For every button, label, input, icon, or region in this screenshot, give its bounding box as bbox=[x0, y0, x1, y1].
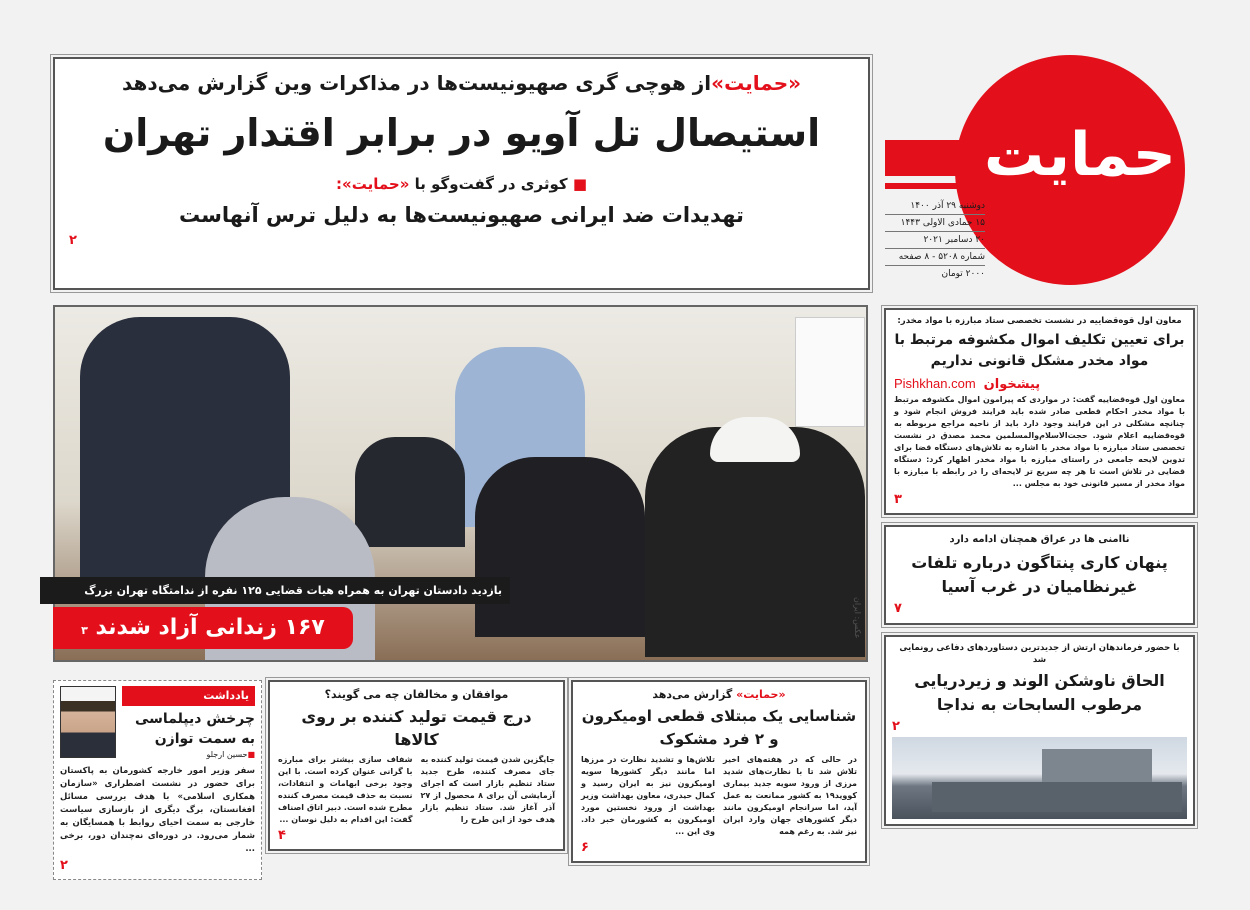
page-ref: ۴ bbox=[278, 828, 286, 843]
story-headline: برای تعیین تکلیف اموال مکشوفه مرتبط با مواد مخدر مشکل قانونی نداریم bbox=[894, 332, 1185, 369]
author-photo bbox=[60, 686, 116, 758]
price: ۲۰۰۰ تومان bbox=[941, 269, 985, 279]
masthead-logo: حمایت bbox=[885, 45, 1205, 285]
story-headline: شناسایی یک مبتلای قطعی اومیکرون و ۲ فرد مشکوک bbox=[581, 707, 857, 748]
story-narcotics[interactable] bbox=[884, 308, 1195, 515]
lead-sub-headline: تهدیدات ضد ایرانی صهیونیست‌ها به دلیل ترس آنهاست bbox=[179, 203, 744, 227]
page-ref: ۲ bbox=[60, 858, 68, 873]
page-ref: ۳ bbox=[81, 624, 88, 637]
story-kicker: «حمایت» گزارش می‌دهد bbox=[652, 688, 786, 701]
story-navy[interactable] bbox=[884, 635, 1195, 826]
page-ref: ۲ bbox=[69, 233, 77, 248]
lead-sub-kicker: ■ کوثری در گفت‌وگو با «حمایت»: bbox=[336, 175, 587, 193]
story-col-2: تلاش‌ها و تشدید نظارت در مرزها اما مانند دیگر کشورها سویه اومیکرون نیز به ایران رسید و کمال حیدری، معاون بهداشت وزیر بهداشت از ورود نخستین مورد اومیکرون به کشورمان خبر داد. وی این ... bbox=[581, 755, 715, 836]
story-kicker: موافقان و مخالفان چه می گویند؟ bbox=[324, 688, 509, 701]
story-col-1: جایگزین شدن قیمت تولید کننده به جای مصرف کننده، طرح جدید ستاد تنظیم بازار است که اجرای آزمایشی آن برای ۸ محصول از ۲۷ آذر آغاز شد. ستاد تنظیم بازار هدف خود از این طرح را bbox=[420, 755, 555, 824]
lead-story[interactable] bbox=[53, 57, 870, 290]
editorial-author: ■حسین ارجلو bbox=[206, 750, 255, 759]
editorial-body: سفر وزیر امور خارجه کشورمان به پاکستان برای حضور در نشست اضطراری «سازمان همکاری اسلامی» با هدف بررسی مسائل افغانستان، برگ دیگری از بازسازی سیاست خارجی به سمت احیای روابط با همسایگان به شمار می‌رود. در دوره‌ای نه‌چندان دور، برخی ... bbox=[60, 766, 255, 854]
story-kicker: ناامنی ها در عراق همچنان ادامه دارد bbox=[949, 534, 1130, 545]
issue-number: شماره ۵۲۰۸ - ۸ صفحه bbox=[885, 249, 985, 266]
right-column bbox=[884, 308, 1195, 826]
watermark-url: Pishkhan.com bbox=[894, 376, 976, 391]
story-pentagon[interactable] bbox=[884, 525, 1195, 625]
editorial-headline: چرخش دیپلماسی به سمت توازن bbox=[135, 711, 255, 747]
page-ref: ۷ bbox=[894, 601, 902, 616]
photo-headline: ۱۶۷ زندانی آزاد شدند ۳ bbox=[53, 607, 353, 649]
lead-headline: استیصال تل آویو در برابر اقتدار تهران bbox=[102, 111, 821, 155]
watermark: Pishkhan.com پیشخوان bbox=[894, 376, 1041, 392]
editorial[interactable] bbox=[53, 680, 262, 880]
masthead-dateline bbox=[885, 198, 985, 282]
navy-photo bbox=[892, 737, 1187, 819]
date-shamsi: دوشنبه ۲۹ آذر ۱۴۰۰ bbox=[885, 198, 985, 215]
story-headline: پنهان کاری پنتاگون درباره تلفات غیرنظامیان در غرب آسیا bbox=[911, 553, 1168, 596]
story-kicker: معاون اول قوه‌قضاییه در نشست تخصصی ستاد مبارزه با مواد مخدر: bbox=[897, 316, 1182, 326]
lead-kicker: «حمایت»از هوچی گری صهیونیست‌ها در مذاکرات وین گزارش می‌دهد bbox=[121, 71, 802, 95]
photo-credit: عکس: ایران bbox=[853, 597, 862, 639]
story-body: معاون اول قوه‌قضاییه گفت: در مواردی که پیرامون اموال مکشوفه مرتبط با مواد مخدر احکام قطعی صادر شده باید فرایند فروش انجام شود و چنانچه مشکلی در این فرایند وجود دارد باید از ناحیه مراجع مربوطه به قوه‌قضاییه اعلام شود. حجت‌الاسلام‌والمسلمین محمد مصدق در نشست تخصصی ستاد مبارزه با مواد مخدر با اشاره به تلاش‌های دستگاه قضا برای تدوین لایحه جامعی در راستای مبارزه با مواد مخدر اظهار کرد: دستگاه قضایی در تلاش است تا هر چه سریع تر لایحه‌ای را در رابطه با مبارزه با مواد مخدر از مسیر قانونی خود به مجلس ... bbox=[894, 395, 1185, 488]
story-col-2: شفاف سازی بیشتر برای مبارزه با گرانی عنوان کرده است. با این وجود برخی ابهامات و انتقادات، نسبت به حذف قیمت مصرف کننده مطرح شده است. دبیر اتاق اصناف گفت: این اقدام به دلیل نوسان ... bbox=[278, 755, 413, 824]
story-omicron[interactable] bbox=[571, 680, 867, 863]
editorial-label: یادداشت bbox=[122, 686, 255, 706]
story-headline: درج قیمت تولید کننده بر روی کالاها bbox=[301, 707, 532, 749]
page-ref: ۲ bbox=[892, 719, 900, 734]
page-ref: ۳ bbox=[894, 492, 902, 507]
photo-caption: بازدید دادستان تهران به همراه هیات قضایی ۱۲۵ نفره از ندامتگاه تهران بزرگ bbox=[40, 577, 510, 604]
page-ref: ۶ bbox=[581, 840, 589, 855]
date-hijri: ۱۵ جمادی الاولی ۱۴۴۳ bbox=[885, 215, 985, 232]
story-headline: الحاق ناوشکن الوند و زیردریایی مرطوب السابحات به نداجا bbox=[914, 671, 1165, 714]
date-gregorian: ۲۰ دسامبر ۲۰۲۱ bbox=[885, 232, 985, 249]
story-kicker: با حضور فرماندهان ارتش از جدیدترین دستاوردهای دفاعی رونمایی شد bbox=[899, 643, 1180, 665]
story-col-1: در حالی که در هفته‌های اخیر تلاش شد تا با نظارت‌های شدید مرزی از ورود سویه جدید بیماری کووید۱۹ به کشور ممانعت به عمل آید، اما سرانجام اومیکرون مانند دیگر کشورهای جهان وارد ایران نیز شد. به رغم همه bbox=[723, 755, 857, 836]
bottom-row bbox=[53, 680, 868, 880]
story-price[interactable] bbox=[268, 680, 565, 851]
